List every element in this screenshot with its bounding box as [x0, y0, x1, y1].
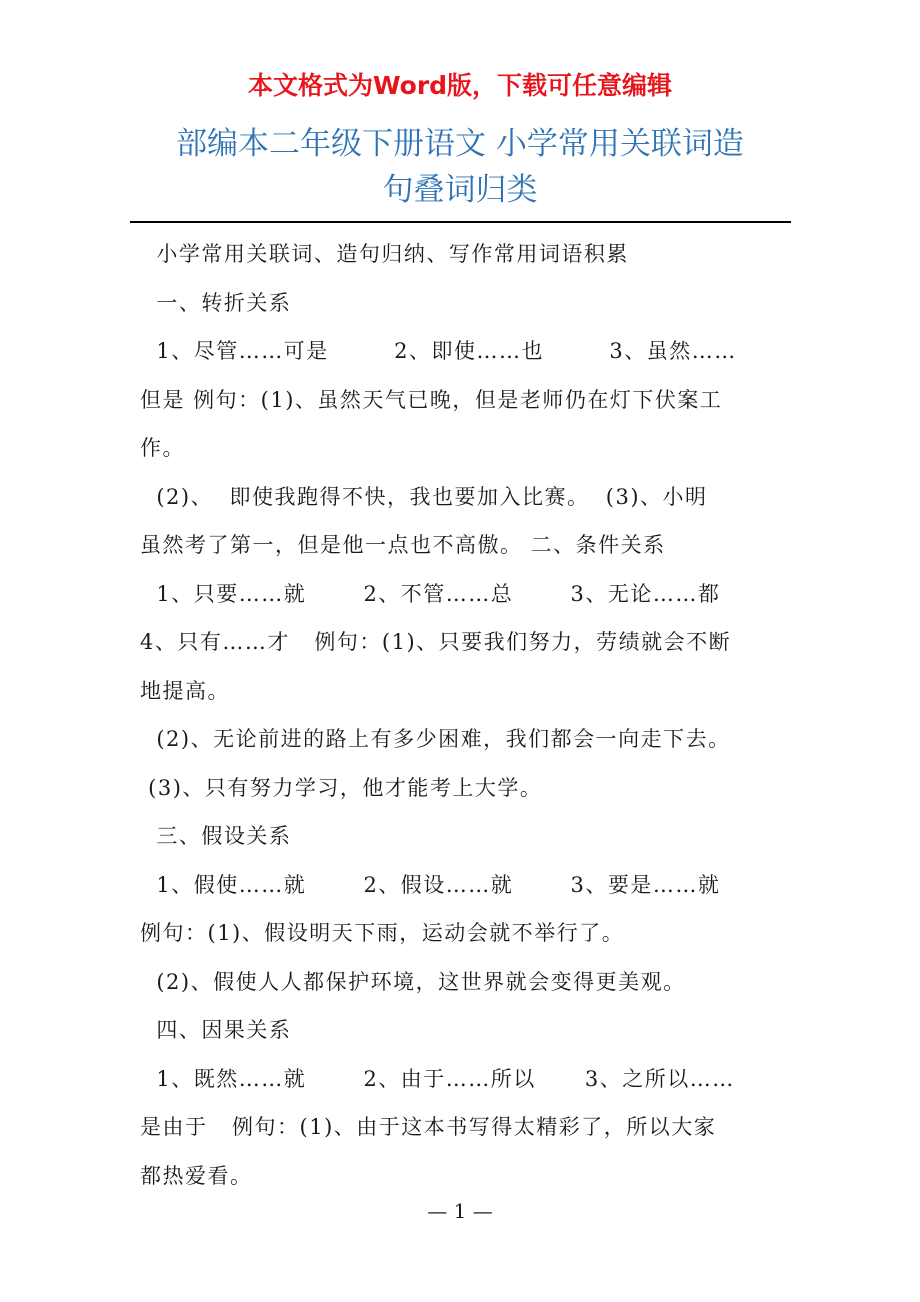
body-line: (2)、无论前进的路上有多少困难，我们都会一向走下去。 — [140, 727, 731, 751]
body-line: (2)、假使人人都保护环境，这世界就会变得更美观。 — [140, 969, 686, 994]
body-line: 1、只要……就 2、不管……总 3、无论……都 — [140, 581, 721, 606]
body-line: 是由于 例句：(1)、由于这本书写得太精彩了，所以大家 — [140, 1115, 717, 1139]
body-line: (2)、 即使我跑得不快，我也要加入比赛。 (3)、小明 — [140, 484, 708, 509]
body-line: 一、转折关系 — [140, 290, 292, 315]
body-line: 都热爱看。 — [140, 1163, 253, 1188]
body-line: 1、既然……就 2、由于……所以 3、之所以…… — [140, 1066, 735, 1091]
body-line: 虽然考了第一，但是他一点也不高傲。 二、条件关系 — [140, 533, 666, 557]
body-line: 但是 例句：(1)、虽然天气已晚，但是老师仍在灯下伏案工 — [140, 387, 723, 412]
body-line: (3)、只有努力学习，他才能考上大学。 — [140, 775, 543, 800]
body-line: 1、假使……就 2、假设……就 3、要是……就 — [140, 872, 721, 897]
body-line: 1、尽管……可是 2、即使……也 3、虽然…… — [140, 339, 737, 363]
body-line: 地提高。 — [140, 678, 230, 703]
body-line: 三、假设关系 — [140, 824, 292, 848]
document-body — [140, 230, 782, 1200]
document-title — [120, 121, 800, 213]
download-notice: 本文格式为Word版，下载可任意编辑 — [247, 71, 673, 100]
body-line: 四、因果关系 — [140, 1018, 292, 1042]
body-line: 4、只有……才 例句：(1)、只要我们努力，劳绩就会不断 — [140, 630, 732, 654]
body-line: 作。 — [140, 436, 185, 460]
body-line: 例句：(1)、假设明天下雨，运动会就不举行了。 — [140, 921, 625, 945]
page-number: — 1 — — [427, 1199, 493, 1223]
title-line-2: 句叠词归类 — [382, 172, 538, 208]
title-line-1: 部编本二年级下册语文 小学常用关联词造 — [176, 126, 744, 162]
title-divider — [130, 221, 791, 223]
body-line: 小学常用关联词、造句归纳、写作常用词语积累 — [140, 242, 629, 266]
